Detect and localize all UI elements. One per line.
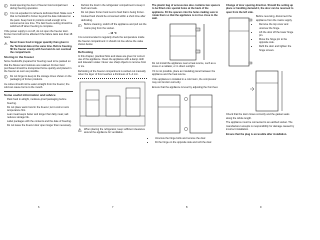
warning-text: When placing the refrigerator, keep sufficient clearance around the appliance for ventilation. [84,127,145,135]
warning-block [4,41,73,54]
paragraph: If the power supply is cut off, do not open the freezer door. Frozen food will not be affected if the failure lasts less than 18 hours. [4,29,73,40]
paragraph: Ice cubes should not be eaten straight from the freezer; the cold can cause burns to the mouth. [4,83,70,90]
section-heading-defrosting: Defrosting [78,49,93,54]
note-block-2 [4,12,73,28]
defrost-tips-list [78,4,147,22]
divider [78,48,147,49]
room-placement-illustration [78,80,147,128]
paragraph: Before cleaning, switch off the appliance and pull out the mains plug from the socket. [84,23,147,30]
list-item: • Defrost the food in the refrigerator compartment to keep it fresh and safe. [81,4,147,11]
paragraph: Ensure that the plug is accessible after installation. [226,132,287,136]
warning-text: Never freeze food in bigger quantity than given in the Technical data at the same time. Before freezing, fill the freezer evenly with food and do not overload the compartment. [10,41,73,55]
column-2 [78,4,147,136]
list-item: • Cooked food should be consumed within a short time after defrosting. [81,15,147,22]
section-heading-notes: Some useful information and advice [4,93,56,98]
list-item: • Do not leave the freezer door open longer than necessary. [7,124,73,127]
paragraph: Some foodstuffs prepared for freezing need to be packed so that the flavour and moisture are retained. Frozen food purchased should be transported home quickly and placed in the freezer as soon as possible. [4,60,72,74]
paragraph: Do not install the appliance near a heat source, such as a stove or a radiator, or in direct sunlight. [152,61,216,69]
list-item: • Unscrew the hinge bolts and remove the door. [155,137,221,140]
info-icon [78,24,82,28]
page-number: 9 [260,206,262,209]
spacer-fitting-illustration [152,22,221,62]
page-number: 7 [112,206,114,209]
list-item: • Do not place warm food in the freezer; let it cool to room temperature first. [7,106,73,113]
lead-paragraph: The plastic bag of accessories also contains two spacers to be fitted onto special holes at the back of the appliance. Fit the spacers into the holes making sure to rotate them so that the appliance is not too close to the wall. [152,4,221,20]
list-item: • Remove the top cover and unscrew the hinge. [259,23,296,30]
list-item: • Label packages with the contents and the date of freezing. [7,120,73,123]
steps-list [152,137,221,144]
list-item: • Refit the door and tighten the hinge screws. [259,45,296,52]
warning-block [78,128,147,135]
list-item: • Lift the door off the lower hinge pin. [259,31,296,38]
column-3 [152,4,221,146]
paragraph: Defrosting of the freezer compartment is carried out manually when the layer of frost reaches a thickness of 3–4 mm. [78,69,146,76]
divider [78,78,147,79]
info-icon [4,75,8,79]
installation-illustration [226,69,296,113]
paragraph: Do not forget to keep to the storage times shown on the packaging of frozen products. [10,75,72,82]
warning-icon [4,42,8,46]
paragraph: It is recommended to regularly check the temperature inside the freezer compartment: it should not rise above the value shown below. [78,36,145,46]
paragraph: It is not expedient to refreeze defrosted food. Make sure that no foodstuff is frozen beyond the date indicated on the pack. Keep food in portions small enough to be consumed at one time. The fast freeze setting should be switched off when freezing is complete. [10,12,73,29]
temperature-value: – 18 °C [108,31,117,35]
page-number: 8 [186,206,188,209]
column-4 [226,4,296,138]
column-1 [4,4,73,129]
notes-list [4,98,73,127]
list-item: • Lean meat keeps better and longer than fatty meat; salt reduces storage life. [7,113,73,120]
note-block-3 [4,75,73,82]
list-item: • Move the hinge pin to the opposite side. [259,38,296,45]
info-icon [4,12,8,16]
list-item: • Fit the hinge on the opposite side and refit the door. [155,141,221,144]
warning-icon [78,128,82,132]
section-heading-storing: Storing in the freezer [4,55,35,60]
note-block-1 [4,4,73,11]
page-number: 6 [38,206,40,209]
paragraph: Check that the door closes correctly and the gasket seals along the whole length. [226,113,290,120]
paragraph: In this chapter, practical hints and ideas are given for correct use of the appliance. Clean the appliance with a damp cloth and lukewarm water. Never use sharp objects to remove frost or ice. [78,54,146,68]
paragraph: Avoid opening the door of freezer food compartment during freezing operation. [10,4,68,11]
note-block [78,23,147,30]
door-hinge-illustration [152,91,221,137]
list-item: • Do not place frozen food next to food that is being frozen. [81,11,147,14]
paragraph: If it is not possible, place an insulating panel between the appliance and the heat source. [152,69,216,77]
paragraph: Before reversing, disconnect the appliance from the mains supply. [256,15,293,22]
paragraph: Ensure that the appliance is level by adjusting the front feet. [152,86,219,90]
paragraph: The appliance must be connected to an earthed socket. The manufacturer accepts no responsibility for damage caused by incorrect installation. [226,121,295,131]
hinge-steps-text [256,15,296,69]
lead-paragraph: Change of door opening direction. Should the setting up place or handling demand it, the door can be reversed to open from the left side. [226,4,294,14]
info-icon [4,4,8,8]
hinge-steps-list [256,23,296,51]
hinge-steps-block [226,15,296,69]
paragraph: If the appliance is installed in a cold room, the compressor may not function correctly. [152,78,217,85]
list-item: • Pack food in airtight, moisture-proof packaging before freezing. [7,98,73,105]
